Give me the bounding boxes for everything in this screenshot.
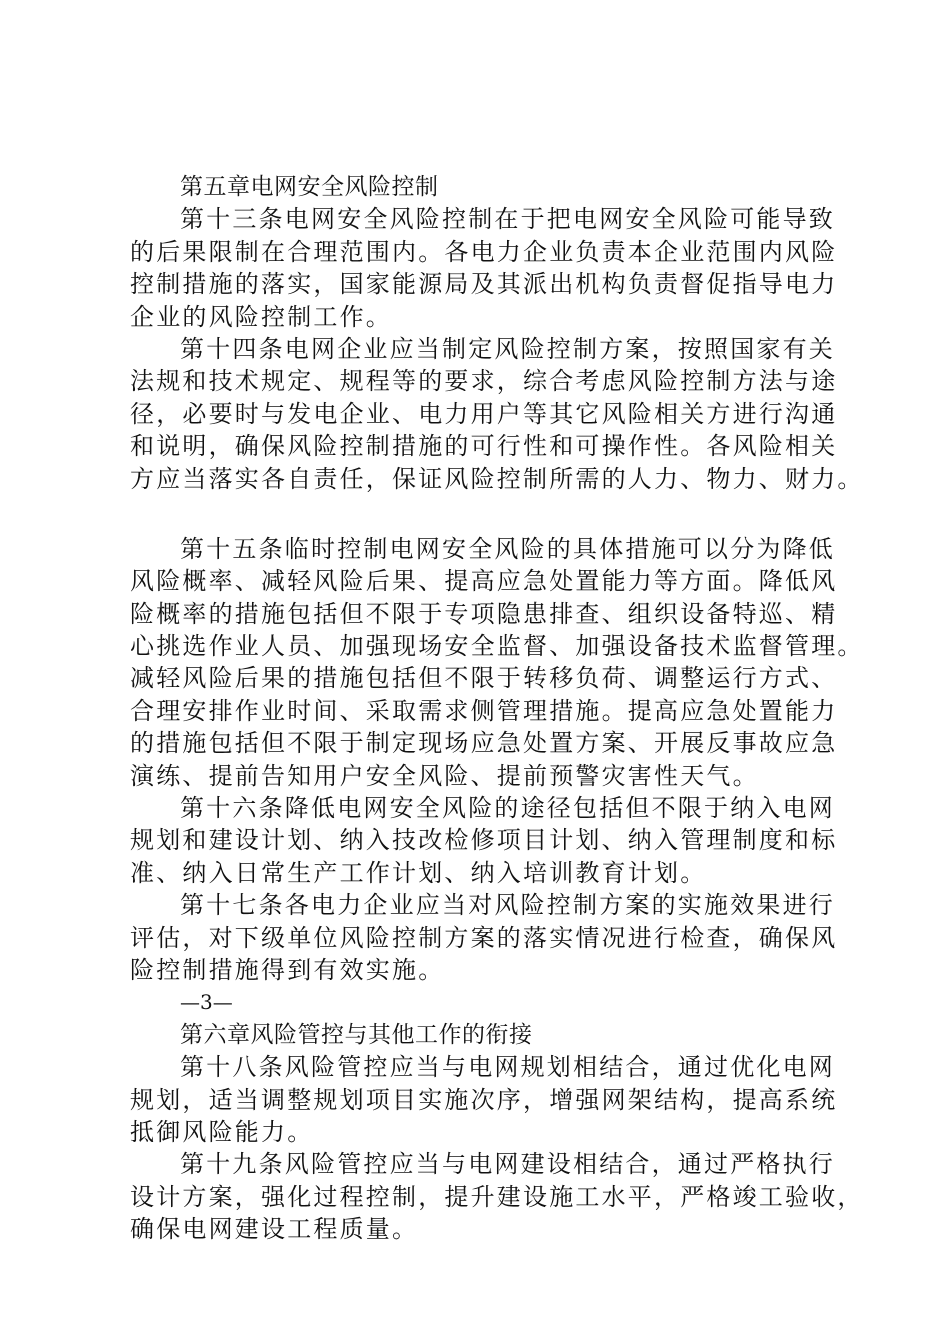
paragraph-line: 合理安排作业时间、采取需求侧管理措施。提高应急处置能力 bbox=[130, 696, 838, 725]
paragraph-line: 演练、提前告知用户安全风险、提前预警灾害性天气。 bbox=[130, 761, 759, 790]
paragraph-line: 抵御风险能力。 bbox=[130, 1117, 314, 1146]
article-14 bbox=[130, 333, 864, 495]
paragraph-line: 控制措施的落实，国家能源局及其派出机构负责督促指导电力 bbox=[130, 270, 838, 299]
document-body bbox=[130, 171, 864, 1246]
paragraph-line: 险概率的措施包括但不限于专项隐患排查、组织设备特巡、精 bbox=[130, 599, 838, 628]
paragraph-line: 法规和技术规定、规程等的要求，综合考虑风险控制方法与途 bbox=[130, 367, 838, 396]
page-number: —3— bbox=[180, 990, 233, 1015]
chapter-heading: 第六章风险管控与其他工作的衔接 bbox=[180, 1021, 533, 1048]
paragraph-line: 第十三条电网安全风险控制在于把电网安全风险可能导致 bbox=[180, 205, 835, 234]
paragraph-line: 规划和建设计划、纳入技改检修项目计划、纳入管理制度和标 bbox=[130, 826, 838, 855]
paragraph-line: 企业的风险控制工作。 bbox=[130, 302, 392, 331]
paragraph-line: 的措施包括但不限于制定现场应急处置方案、开展反事故应急 bbox=[130, 729, 838, 758]
article-15 bbox=[130, 533, 864, 792]
paragraph-line: 规划，适当调整规划项目实施次序，增强网架结构，提高系统 bbox=[130, 1085, 838, 1114]
article-19 bbox=[130, 1148, 864, 1245]
article-18 bbox=[130, 1051, 840, 1148]
paragraph-line: 第十八条风险管控应当与电网规划相结合，通过优化电网 bbox=[180, 1053, 835, 1082]
paragraph-line: 评估，对下级单位风险控制方案的落实情况进行检查，确保风 bbox=[130, 923, 838, 952]
paragraph-spacer bbox=[130, 495, 840, 533]
paragraph-line: 第十四条电网企业应当制定风险控制方案，按照国家有关 bbox=[180, 334, 835, 363]
article-16 bbox=[130, 792, 840, 889]
paragraph-line: 方应当落实各自责任，保证风险控制所需的人力、物力、财力。 bbox=[130, 464, 864, 493]
paragraph-line: 的后果限制在合理范围内。各电力企业负责本企业范围内风险 bbox=[130, 237, 838, 266]
paragraph-line: 减轻风险后果的措施包括但不限于转移负荷、调整运行方式、 bbox=[130, 664, 838, 693]
paragraph-line: 径，必要时与发电企业、电力用户等其它风险相关方进行沟通 bbox=[130, 399, 838, 428]
chapter-heading: 第五章电网安全风险控制 bbox=[180, 174, 439, 200]
paragraph-line: 风险概率、减轻风险后果、提高应急处置能力等方面。降低风 bbox=[130, 567, 838, 596]
article-13 bbox=[130, 203, 840, 333]
paragraph-line: 确保电网建设工程质量。 bbox=[130, 1215, 419, 1244]
paragraph-line: 险控制措施得到有效实施。 bbox=[130, 955, 445, 984]
article-17 bbox=[130, 889, 840, 986]
paragraph-line: 第十九条风险管控应当与电网建设相结合，通过严格执行 bbox=[180, 1150, 835, 1179]
paragraph-line: 准、纳入日常生产工作计划、纳入培训教育计划。 bbox=[130, 858, 707, 887]
paragraph-line: 设计方案，强化过程控制，提升建设施工水平，严格竣工验收， bbox=[130, 1182, 864, 1211]
paragraph-line: 第十六条降低电网安全风险的途径包括但不限于纳入电网 bbox=[180, 794, 835, 823]
paragraph-line: 第十七条各电力企业应当对风险控制方案的实施效果进行 bbox=[180, 891, 835, 920]
paragraph-line: 和说明，确保风险控制措施的可行性和可操作性。各风险相关 bbox=[130, 432, 838, 461]
paragraph-line: 第十五条临时控制电网安全风险的具体措施可以分为降低 bbox=[180, 534, 835, 563]
paragraph-line: 心挑选作业人员、加强现场安全监督、加强设备技术监督管理。 bbox=[130, 632, 864, 661]
